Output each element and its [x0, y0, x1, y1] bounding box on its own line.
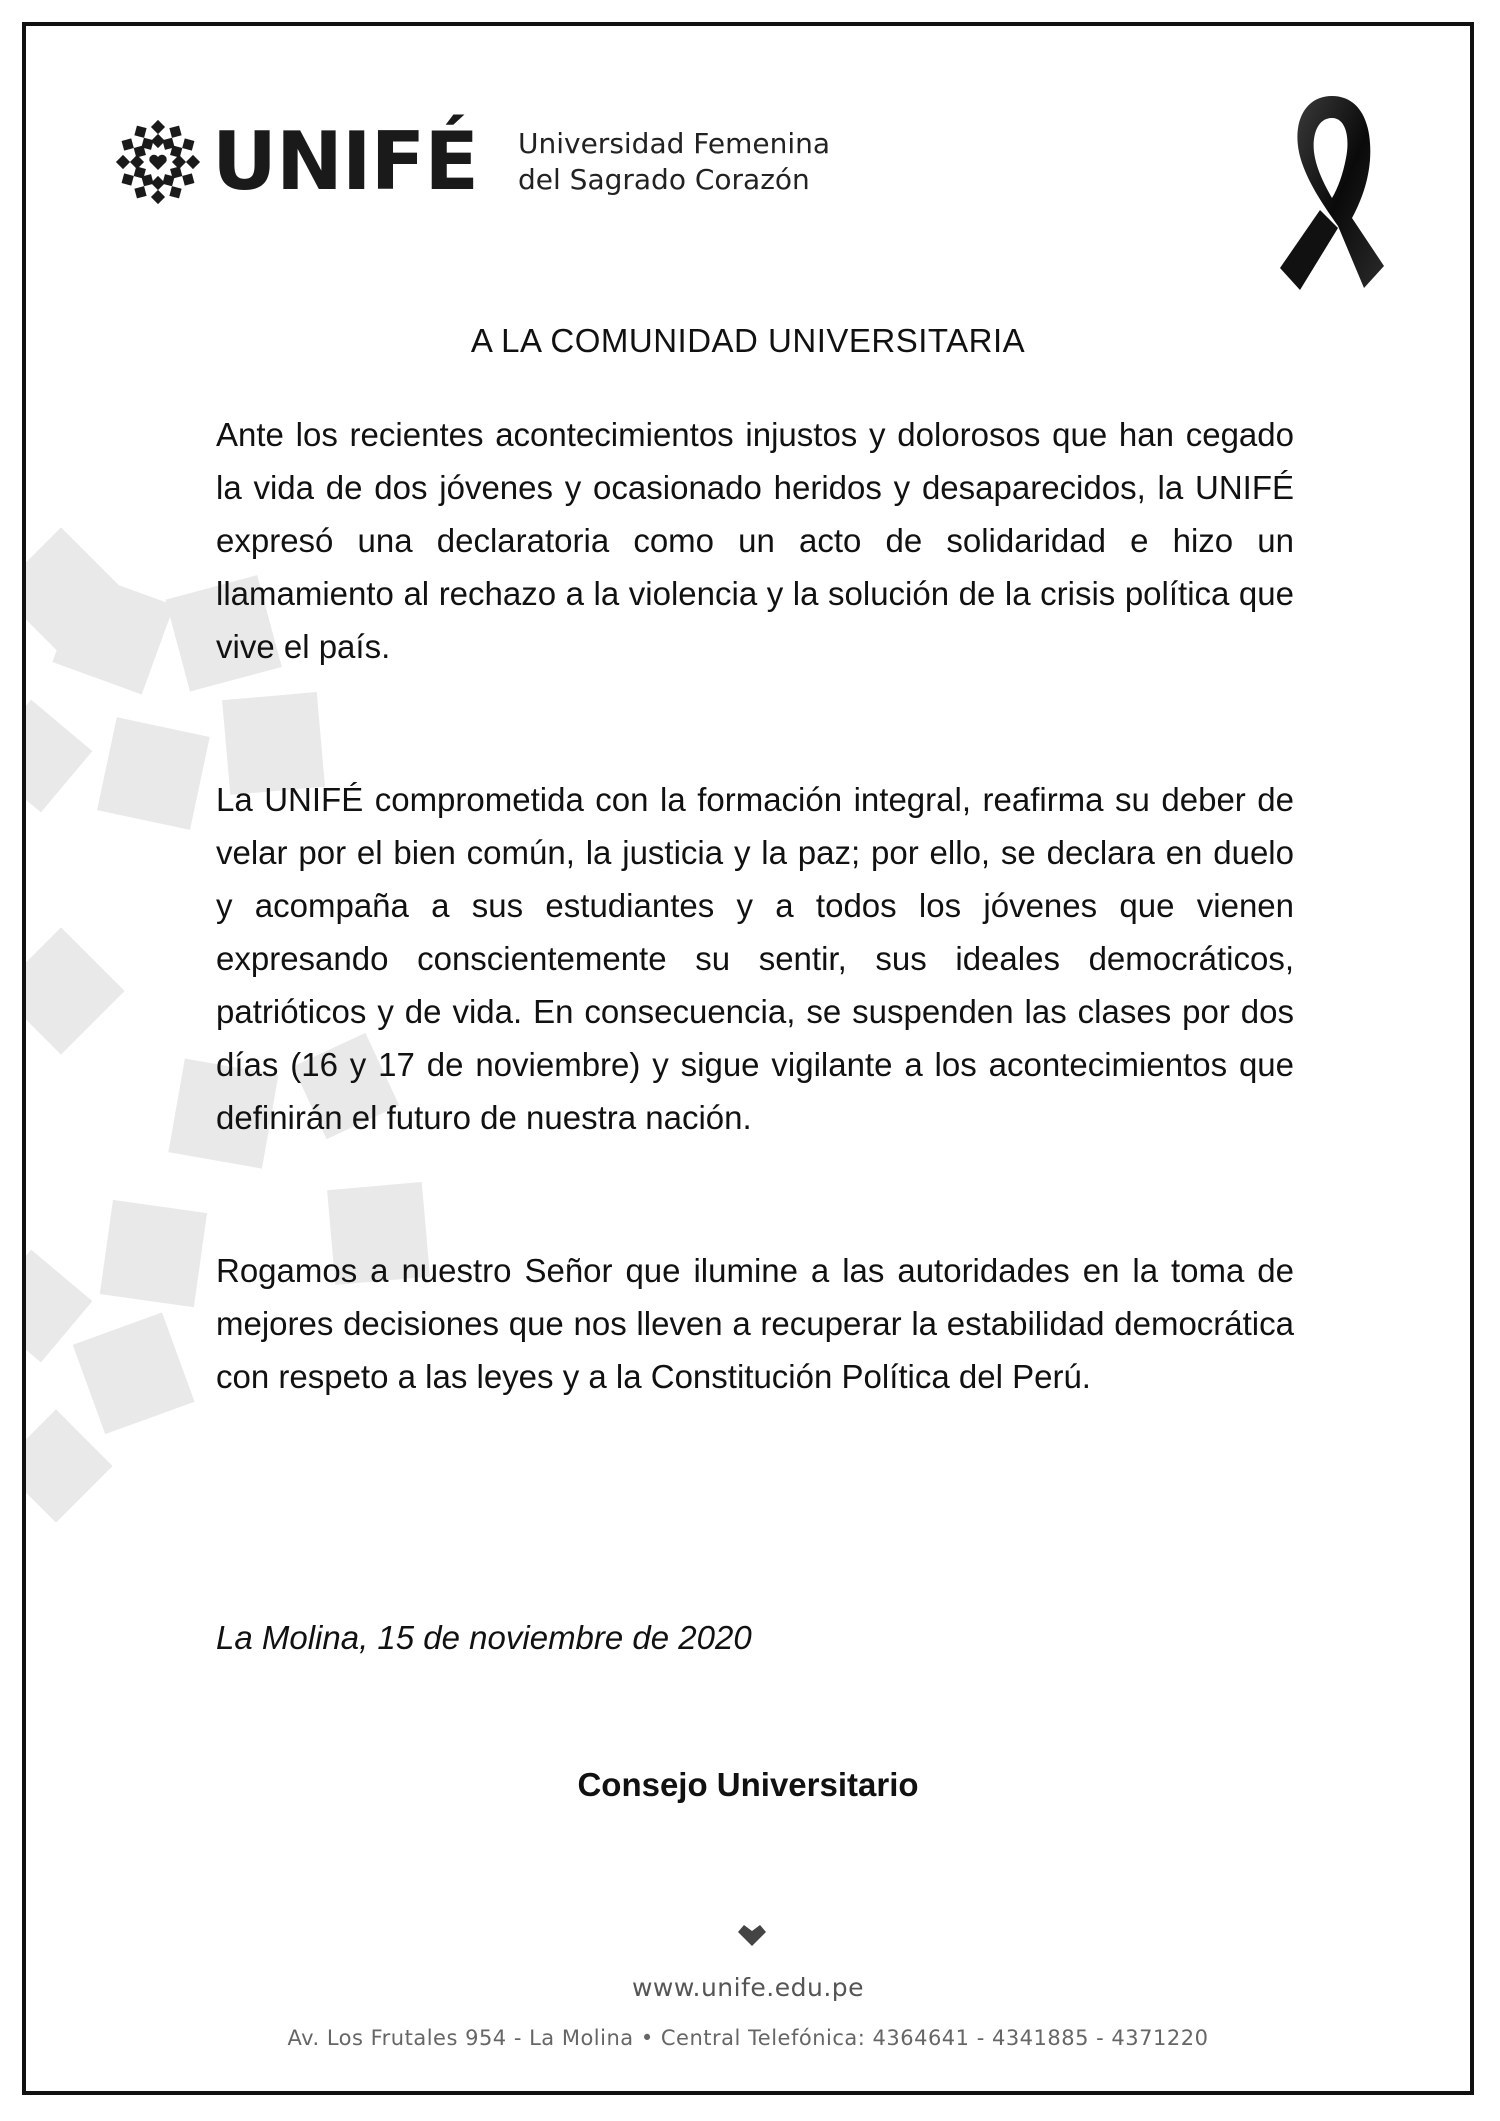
date-line: La Molina, 15 de noviembre de 2020 — [216, 1619, 752, 1656]
university-name — [518, 126, 830, 198]
heart-icon — [736, 1921, 768, 1947]
university-name-line1: Universidad Femenina — [517, 127, 831, 160]
unife-logo-icon — [114, 118, 202, 206]
letter-body — [216, 408, 1294, 1503]
signature: Consejo Universitario — [577, 1766, 919, 1803]
university-name-line2: del Sagrado Corazón — [517, 163, 810, 196]
mourning-ribbon-icon — [1272, 88, 1392, 298]
logo-wordmark: UNIFÉ — [212, 115, 478, 208]
footer-address: Av. Los Frutales 954 - La Molina • Central Telefónica: 4364641 - 4341885 - 4371220 — [287, 2026, 1209, 2050]
paragraph-3: Rogamos a nuestro Señor que ilumine a las autoridades en la toma de mejores decisiones que nos lleven a recuperar la estabilidad democrática con respeto a las leyes y a la Constitución Política del Perú. — [216, 1252, 1294, 1395]
paragraph-1: Ante los recientes acontecimientos injustos y dolorosos que han cegado la vida de dos jóvenes y ocasionado heridos y desaparecidos, la UNIFÉ expresó una declaratoria como un acto de solidaridad e hizo un llamamiento al rechazo a la violencia y la solución de la crisis política que vive el país. — [216, 416, 1294, 665]
footer-website: www.unife.edu.pe — [631, 1973, 865, 2002]
document-frame — [22, 22, 1474, 2095]
paragraph-2: La UNIFÉ comprometida con la formación integral, reafirma su deber de velar por el bien común, la justicia y la paz; por ello, se declara en duelo y acompaña a sus estudiantes y a todos los jóvenes que vienen expresando conscientemente su sentir, sus ideales democráticos, patrióticos y de vida. En consecuencia, se suspenden las clases por dos días (16 y 17 de noviembre) y sigue vigilante a los acontecimientos que definirán el futuro de nuestra nación. — [216, 781, 1294, 1136]
unife-logo — [114, 115, 831, 208]
page-title: A LA COMUNIDAD UNIVERSITARIA — [470, 322, 1026, 359]
